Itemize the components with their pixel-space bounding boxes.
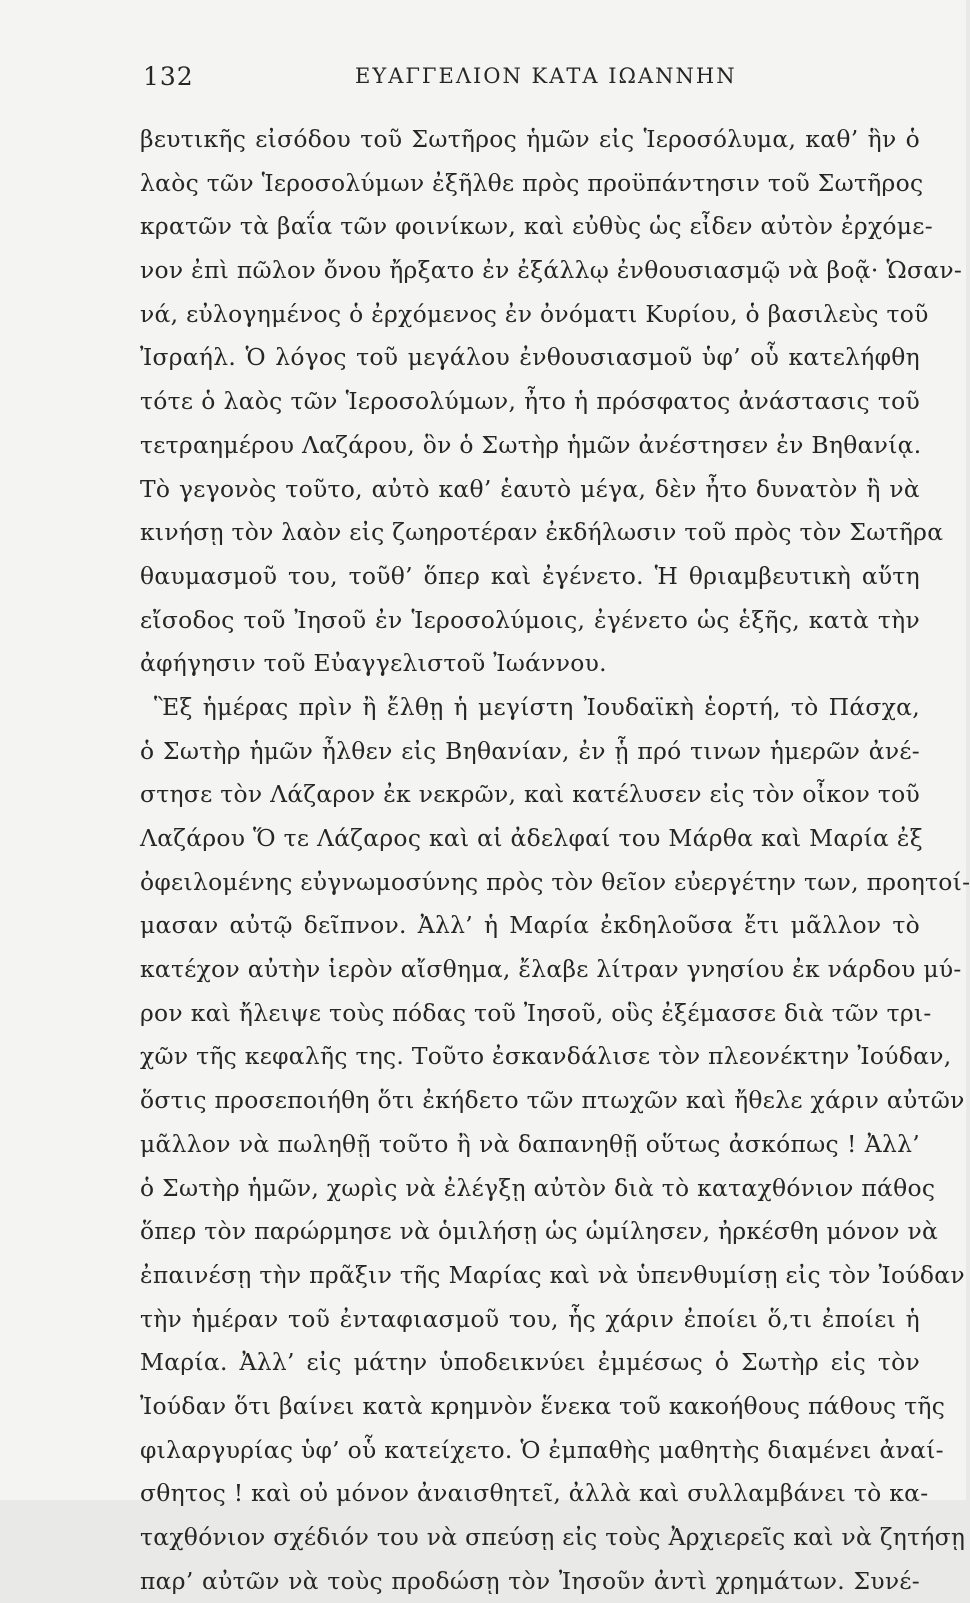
text-line: σθητος ! καὶ οὐ μόνον ἀναισθητεῖ, ἀλλὰ καὶ συλλαμβάνει τὸ κα- [140,1479,929,1508]
text-line: Ἰούδαν ὅτι βαίνει κατὰ κρημνὸν ἕνεκα τοῦ κακοήθους πάθους τῆς [140,1391,946,1420]
text-line: Ἓξ ἡμέρας πρὶν ἢ ἔλθῃ ἡ μεγίστη Ἰουδαϊκὴ ἑορτή, τὸ Πάσχα, [154,692,920,721]
text-line: θαυμασμοῦ του, τοῦθ’ ὅπερ καὶ ἐγένετο. Ἡ θριαμβευτικὴ αὕτη [140,561,920,590]
text-line: ὀφειλομένης εὐγνωμοσύνης πρὸς τὸν θεῖον εὐεργέτην των, προητοί- [140,867,970,896]
text-line: εἴσοδος τοῦ Ἰησοῦ ἐν Ἱεροσολύμοις, ἐγένετο ὡς ἑξῆς, κατὰ τὴν [140,605,920,634]
text-line: στησε τὸν Λάζαρον ἐκ νεκρῶν, καὶ κατέλυσεν εἰς τὸν οἶκον τοῦ [140,780,920,809]
text-line: ὅστις προσεποιήθη ὅτι ἐκήδετο τῶν πτωχῶν καὶ ἤθελε χάριν αὐτῶν [140,1086,965,1115]
text-line: νά, εὐλογημένος ὁ ἐρχόμενος ἐν ὀνόματι Κυρίου, ὁ βασιλεὺς τοῦ [140,299,929,328]
text-line: ρον καὶ ἤλειψε τοὺς πόδας τοῦ Ἰησοῦ, οὓς ἐξέμασσε διὰ τῶν τρι- [140,998,932,1027]
text-line: ὅπερ τὸν παρώρμησε νὰ ὁμιλήσῃ ὡς ὡμίλησεν, ἠρκέσθη μόνον νὰ [140,1217,939,1246]
text-line: λαὸς τῶν Ἱεροσολύμων ἐξῆλθε πρὸς προϋπάντησιν τοῦ Σωτῆρος [140,168,924,197]
text-line: κατέχον αὐτὴν ἱερὸν αἴσθημα, ἔλαβε λίτραν γνησίου ἐκ νάρδου μύ- [140,955,962,984]
text-line: κρατῶν τὰ βαΐα τῶν φοινίκων, καὶ εὐθὺς ὡς εἶδεν αὐτὸν ἐρχόμε- [140,212,933,241]
text-line: φιλαργυρίας ὑφ’ οὗ κατείχετο. Ὁ ἐμπαθὴς μαθητὴς διαμένει ἀναί- [140,1435,944,1464]
text-line: ὁ Σωτὴρ ἡμῶν ἦλθεν εἰς Βηθανίαν, ἐν ᾗ πρό τινων ἡμερῶν ἀνέ- [140,736,920,765]
text-line: ἐπαινέσῃ τὴν πρᾶξιν τῆς Μαρίας καὶ νὰ ὑπενθυμίσῃ εἰς τὸν Ἰούδαν [140,1260,965,1289]
text-line: νον ἐπὶ πῶλον ὄνου ἤρξατο ἐν ἐξάλλῳ ἐνθουσιασμῷ νὰ βοᾷ· Ὡσαν- [140,256,963,285]
body-text [140,118,970,1603]
text-line: τετραημέρου Λαζάρου, ὃν ὁ Σωτὴρ ἡμῶν ἀνέστησεν ἐν Βηθανίᾳ. [140,430,922,459]
text-line: ἀφήγησιν τοῦ Εὐαγγελιστοῦ Ἰωάννου. [140,649,607,678]
text-line: ταχθόνιον σχέδιόν του νὰ σπεύσῃ εἰς τοὺς Ἀρχιερεῖς καὶ νὰ ζητήσῃ [140,1523,966,1551]
text-line: Μαρία. Ἀλλ’ εἰς μάτην ὑποδεικνύει ἐμμέσως ὁ Σωτὴρ εἰς τὸν [140,1348,920,1377]
text-line: χῶν τῆς κεφαλῆς της. Τοῦτο ἐσκανδάλισε τὸν πλεονέκτην Ἰούδαν, [140,1042,952,1071]
text-line: Λαζάρου Ὅ τε Λάζαρος καὶ αἱ ἀδελφαί του Μάρθα καὶ Μαρία ἐξ [140,824,923,852]
text-line: τὴν ἡμέραν τοῦ ἐνταφιασμοῦ του, ἧς χάριν ἐποίει ὅ,τι ἐποίει ἡ [140,1304,920,1333]
text-line: Ἰσραήλ. Ὁ λόγος τοῦ μεγάλου ἐνθουσιασμοῦ ὑφ’ οὗ κατελήφθη [140,343,920,372]
page-number: 132 [143,62,194,91]
text-line: τότε ὁ λαὸς τῶν Ἱεροσολύμων, ἦτο ἡ πρόσφατος ἀνάστασις τοῦ [140,387,920,416]
text-line: μασαν αὐτῷ δεῖπνον. Ἀλλ’ ἡ Μαρία ἐκδηλοῦσα ἔτι μᾶλλον τὸ [140,911,920,940]
running-head [143,62,903,102]
text-line: κινήσῃ τὸν λαὸν εἰς ζωηροτέραν ἐκδήλωσιν τοῦ πρὸς τὸν Σωτῆρα [140,518,944,547]
text-line: βευτικῆς εἰσόδου τοῦ Σωτῆρος ἡμῶν εἰς Ἱεροσόλυμα, καθ’ ἣν ὁ [140,125,920,153]
text-line: μᾶλλον νὰ πωληθῇ τοῦτο ἢ νὰ δαπανηθῇ οὕτως ἀσκόπως ! Ἀλλ’ [140,1129,920,1158]
running-title: ΕΥΑΓΓΕΛΙΟΝ ΚΑΤΑ ΙΩΑΝΝΗΝ [355,64,737,88]
text-line: ὁ Σωτὴρ ἡμῶν, χωρὶς νὰ ἐλέγξῃ αὐτὸν διὰ τὸ καταχθόνιον πάθος [140,1173,936,1202]
text-line: παρ’ αὐτῶν νὰ τοὺς προδώσῃ τὸν Ἰησοῦν ἀντὶ χρημάτων. Συνέ- [140,1566,920,1595]
text-line: Τὸ γεγονὸς τοῦτο, αὐτὸ καθ’ ἑαυτὸ μέγα, δὲν ἦτο δυνατὸν ἢ νὰ [140,474,920,503]
